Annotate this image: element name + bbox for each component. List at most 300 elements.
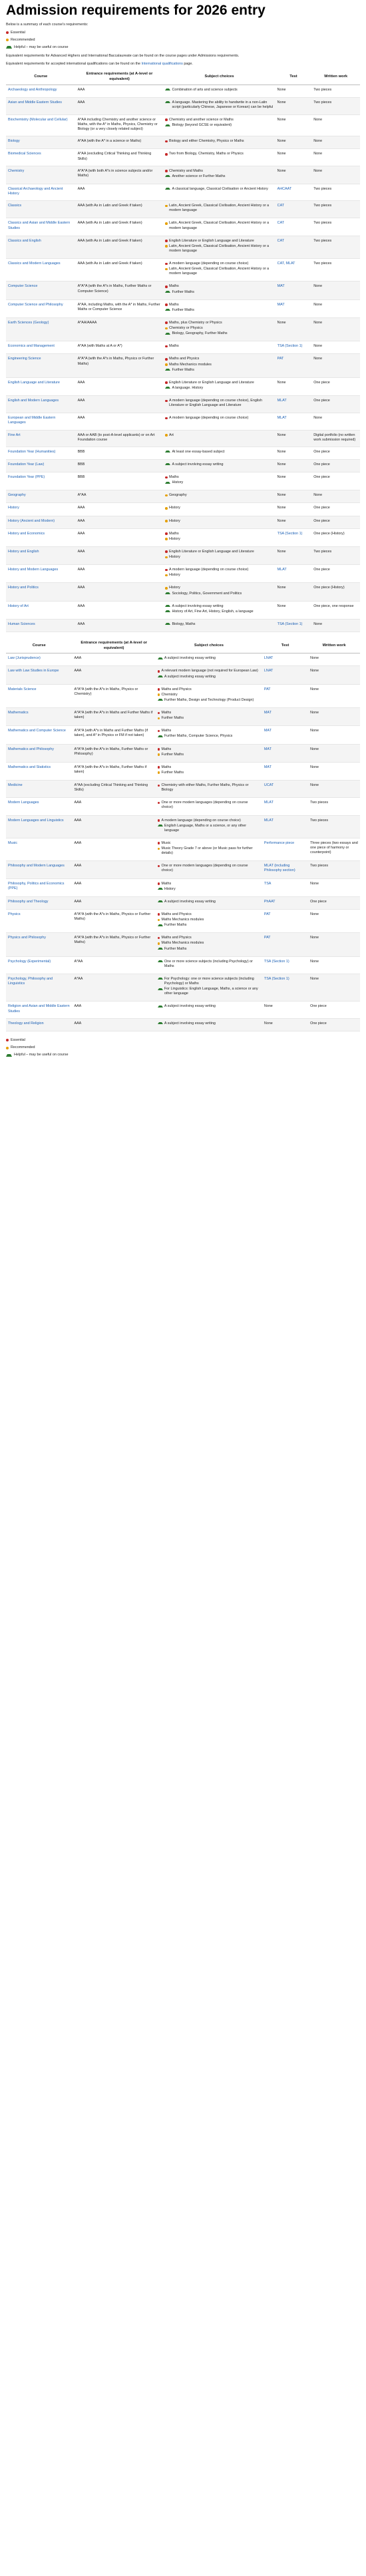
written-work: Two pieces — [311, 97, 360, 114]
table-row — [6, 503, 360, 516]
entrance-requirement: A*AA (excluding Critical Thinking and Thinking Skills) — [76, 149, 164, 166]
test-name[interactable]: MLAT — [264, 801, 274, 805]
table-row — [6, 956, 360, 974]
course-link[interactable]: Archaeology and Anthropology — [8, 87, 57, 92]
header-entrance: Entrance requirements (at A-level or equivalent) — [76, 70, 164, 85]
course-link[interactable]: Computer Science and Philosophy — [8, 302, 63, 307]
subject-choices — [163, 528, 275, 546]
written-work: One piece — [311, 503, 360, 516]
amber-dot-icon — [165, 494, 168, 497]
entrance-requirement: AAA — [72, 798, 155, 815]
course-link[interactable]: Philosophy and Modern Languages — [8, 864, 65, 868]
subject-item — [165, 506, 273, 510]
red-dot-icon — [165, 240, 168, 242]
legend-helpful: Helpful – may be useful on course — [6, 45, 360, 50]
equivalents-paragraph: Equivalent requirements for Advanced Highers and International Baccalaureate can be found on the course pages under Admissions requirements. — [6, 54, 240, 59]
test-cell — [262, 815, 308, 838]
test-name: None — [277, 586, 286, 590]
subject-text: Maths — [161, 881, 172, 886]
course-cell — [6, 726, 72, 744]
subject-choices — [163, 259, 275, 281]
subject-choices — [156, 708, 262, 726]
course-link[interactable]: History and Modern Languages — [8, 568, 59, 572]
entrance-requirement: A*A*A (with A*s in Maths and Further Maths (if taken), and A* in Physics or FM if not taken) — [72, 726, 155, 744]
course-link[interactable]: Chemistry — [8, 168, 25, 173]
course-link[interactable]: History (Ancient and Modern) — [8, 518, 55, 523]
course-link[interactable]: European and Middle Eastern Languages — [8, 416, 56, 425]
course-link[interactable]: Earth Sciences (Geology) — [8, 320, 49, 325]
header-course: Course — [6, 639, 72, 653]
test-name[interactable]: TSA (Section 1) — [277, 344, 303, 349]
course-link[interactable]: Medicine — [8, 783, 23, 788]
course-link[interactable]: Classics and Modern Languages — [8, 262, 61, 266]
entrance-requirement: A*AA, including Maths, with the A* in Maths, Further Maths or Computer Science — [76, 299, 164, 317]
subject-choices — [163, 317, 275, 341]
red-dot-icon — [158, 865, 160, 868]
course-link[interactable]: English Language and Literature — [8, 380, 60, 385]
subject-item — [165, 169, 273, 174]
course-link[interactable]: Physics — [8, 912, 21, 916]
subject-choices — [156, 744, 262, 762]
subject-item — [158, 936, 260, 940]
subject-choices — [156, 684, 262, 707]
subject-item — [158, 941, 260, 946]
test-cell — [262, 878, 308, 896]
red-dot-icon — [165, 153, 168, 156]
subject-item — [165, 610, 273, 614]
test-name[interactable]: PAT — [264, 687, 271, 691]
subject-item — [165, 118, 273, 122]
subject-item — [165, 573, 273, 578]
subject-item — [165, 532, 273, 536]
legend-top — [6, 31, 360, 50]
subject-text: Maths — [161, 729, 172, 733]
subject-choices — [156, 653, 262, 666]
course-cell — [6, 149, 76, 166]
course-link[interactable]: Foundation Year (PPE) — [8, 475, 45, 480]
subject-item — [158, 918, 260, 922]
course-link[interactable]: Mathematics and Statistics — [8, 765, 51, 769]
subject-item — [158, 819, 260, 823]
subject-item — [165, 519, 273, 524]
subject-item — [165, 433, 273, 438]
header-written: Written work — [311, 70, 360, 85]
subject-item — [165, 363, 273, 367]
course-link[interactable]: History and English — [8, 549, 39, 554]
course-cell — [6, 619, 76, 632]
green-triangle-icon — [165, 291, 170, 293]
subject-item — [165, 187, 273, 192]
subject-item — [165, 537, 273, 542]
test-cell — [275, 341, 312, 354]
red-dot-icon — [165, 140, 168, 143]
entrance-requirement: AAA — [76, 97, 164, 114]
table-row — [6, 377, 360, 395]
international-qualifications-link[interactable]: International qualifications — [141, 62, 183, 67]
entrance-requirement: BBB — [76, 447, 164, 459]
table-row — [6, 447, 360, 459]
course-link[interactable]: Physics and Philosophy — [8, 936, 46, 940]
written-work: One piece — [311, 472, 360, 490]
entrance-requirement: AAA — [72, 1002, 155, 1018]
test-name[interactable]: MLAT — [277, 399, 287, 403]
test-name[interactable]: PAT — [264, 912, 271, 916]
written-work: None — [311, 149, 360, 166]
test-name: None — [277, 168, 286, 173]
test-name: None — [277, 380, 286, 385]
amber-dot-icon — [165, 205, 168, 208]
subject-item — [158, 711, 260, 715]
test-name[interactable]: TSA (Section 1) — [277, 622, 303, 626]
test-name[interactable]: CAT — [277, 204, 285, 208]
red-dot-icon — [165, 263, 168, 266]
course-link[interactable]: Biomedical Sciences — [8, 152, 41, 156]
written-work: Two pieces — [308, 798, 360, 815]
written-work: Two pieces — [311, 259, 360, 281]
subject-text: Chemistry and another science or Maths — [169, 117, 234, 122]
test-name[interactable]: MAT — [264, 747, 272, 751]
table-row — [6, 1018, 360, 1031]
subject-text: Latin, Ancient Greek, Classical Civilisation, Ancient History or a modern language — [169, 244, 270, 253]
entrance-requirement: AAA — [76, 85, 164, 97]
course-cell — [6, 815, 72, 838]
course-cell — [6, 798, 72, 815]
header-test: Test — [262, 639, 308, 653]
test-name[interactable]: MLAT — [277, 416, 287, 421]
subject-text: A subject involving essay writing — [164, 674, 216, 679]
subject-choices — [163, 281, 275, 299]
test-cell — [275, 166, 312, 184]
table-row — [6, 798, 360, 815]
test-name[interactable]: CAT — [277, 221, 285, 226]
course-link[interactable]: Modern Languages — [8, 801, 39, 805]
subject-item — [158, 887, 260, 892]
subject-item — [158, 771, 260, 775]
green-triangle-icon — [165, 369, 170, 371]
course-link[interactable]: Law with Law Studies in Europe — [8, 669, 59, 673]
subject-item — [165, 221, 273, 230]
test-cell — [262, 726, 308, 744]
written-work: None — [311, 490, 360, 503]
subject-choices — [163, 377, 275, 395]
written-work: Two pieces — [311, 236, 360, 258]
subject-text: A subject involving essay writing — [164, 656, 216, 661]
amber-dot-icon — [165, 363, 168, 366]
red-dot-icon — [158, 730, 160, 733]
course-link[interactable]: Materials Science — [8, 687, 37, 691]
subject-text: One or more science subjects (including Psychology) or Maths — [164, 959, 253, 968]
course-link[interactable]: Theology and Religion — [8, 1021, 44, 1025]
amber-dot-icon — [165, 222, 168, 225]
red-dot-icon — [158, 819, 160, 822]
test-cell — [262, 956, 308, 974]
subject-choices — [163, 583, 275, 601]
course-cell — [6, 653, 72, 666]
table-row — [6, 653, 360, 666]
course-link[interactable]: Computer Science — [8, 284, 38, 289]
subject-text: A modern language (depending on course choice), English Literature or English Language and Literature — [169, 399, 262, 408]
test-name[interactable]: CAT — [277, 238, 285, 243]
table-row — [6, 974, 360, 1002]
course-link[interactable]: Mathematics and Philosophy — [8, 747, 54, 751]
test-cell — [262, 798, 308, 815]
red-dot-icon — [165, 303, 168, 306]
course-link[interactable]: Religion and Asian and Middle Eastern Studies — [8, 1004, 70, 1013]
written-work: One piece (History) — [311, 528, 360, 546]
entrance-requirement: AAA — [72, 1018, 155, 1031]
entrance-requirement: A*AA — [76, 490, 164, 503]
entrance-requirement: AAA or AAB (to post-A-level applicants) or on Art Foundation course — [76, 430, 164, 447]
subject-item — [158, 846, 260, 856]
test-name[interactable]: PAT — [264, 936, 271, 940]
green-triangle-icon — [6, 1054, 12, 1057]
red-dot-icon — [6, 31, 9, 34]
course-link[interactable]: English and Modern Languages — [8, 399, 59, 403]
course-link[interactable]: Biochemistry (Molecular and Cellular) — [8, 117, 68, 122]
header-test: Test — [275, 70, 312, 85]
test-name[interactable]: TSA (Section 1) — [264, 959, 289, 964]
test-name[interactable]: CAT, MLAT — [277, 262, 295, 266]
test-name: None — [264, 1021, 273, 1025]
course-link[interactable]: Classical Archaeology and Ancient History — [8, 186, 63, 196]
course-cell — [6, 396, 76, 413]
test-name[interactable]: LNAT — [264, 669, 274, 673]
red-dot-icon — [158, 688, 160, 691]
subject-text: One or more modern languages (depending on course choice) — [161, 864, 248, 873]
course-link[interactable]: Human Sciences — [8, 622, 35, 626]
header-subjects: Subject choices — [163, 70, 275, 85]
written-work: None — [308, 684, 360, 707]
entrance-requirement: AAA — [72, 838, 155, 860]
test-name[interactable]: Performance piece — [264, 840, 295, 845]
table-row — [6, 472, 360, 490]
course-link[interactable]: Mathematics — [8, 711, 29, 715]
subject-choices — [156, 1002, 262, 1018]
entrance-requirement: AAA — [76, 503, 164, 516]
subject-choices — [156, 666, 262, 684]
entrance-requirement: AAA — [76, 396, 164, 413]
course-cell — [6, 878, 72, 896]
test-cell — [275, 619, 312, 632]
table-row — [6, 218, 360, 236]
subject-item — [165, 416, 273, 421]
subject-item — [165, 568, 273, 572]
subject-text: Biology, Maths — [172, 622, 196, 626]
test-cell — [275, 601, 312, 619]
table-row — [6, 815, 360, 838]
test-name[interactable]: TSA (Section 1) — [264, 976, 289, 981]
course-link[interactable]: Law (Jurisprudence) — [8, 656, 41, 661]
subject-item — [158, 923, 260, 928]
entrance-requirement: A*A*A (with the A*s in Maths, Further Maths or Computer Science) — [76, 281, 164, 299]
subject-item — [158, 753, 260, 757]
subject-text: Chemistry and Maths — [169, 168, 203, 173]
subject-text: Chemistry or Physics — [169, 326, 203, 331]
course-link[interactable]: Biology — [8, 139, 20, 144]
subject-text: English Language, Maths or a science, or any other language — [164, 823, 247, 832]
subject-text: English Literature or English Language and Literature — [169, 549, 254, 554]
subject-item — [165, 262, 273, 266]
test-cell — [275, 299, 312, 317]
subject-item — [158, 734, 260, 739]
subject-text: Maths — [169, 302, 179, 307]
test-name[interactable]: MAT — [277, 302, 285, 307]
test-name[interactable]: MAT — [264, 729, 272, 733]
written-work: Two pieces — [311, 184, 360, 200]
table-body-2 — [6, 653, 360, 1031]
subject-item — [165, 290, 273, 295]
test-name[interactable]: MAT — [277, 284, 285, 289]
course-link[interactable]: Psychology (Experimental) — [8, 959, 51, 964]
course-link[interactable]: Engineering Science — [8, 357, 41, 361]
course-link[interactable]: Foundation Year (Law) — [8, 462, 45, 466]
test-name[interactable]: TSA — [264, 881, 272, 886]
test-name[interactable]: AHCAAT — [277, 186, 292, 191]
course-link[interactable]: Foundation Year (Humanities) — [8, 449, 56, 454]
course-cell — [6, 166, 76, 184]
subject-choices — [156, 815, 262, 838]
course-link[interactable]: Music — [8, 840, 18, 845]
subject-text: For Psychology: one or more science subjects (including Psychology) or Maths — [164, 976, 254, 986]
course-link[interactable]: Psychology, Philosophy and Linguistics — [8, 976, 53, 986]
table-row — [6, 85, 360, 97]
course-link[interactable]: Philosophy, Politics and Economics (PPE) — [8, 881, 65, 890]
course-cell — [6, 601, 76, 619]
subject-choices — [163, 114, 275, 136]
test-cell — [275, 97, 312, 114]
red-dot-icon — [165, 170, 168, 172]
course-link[interactable]: Philosophy and Theology — [8, 899, 49, 904]
subject-text: Maths — [169, 284, 179, 289]
test-name[interactable]: MLAT (including Philosophy section) — [264, 864, 295, 873]
course-link[interactable]: Geography — [8, 493, 26, 498]
course-cell — [6, 838, 72, 860]
course-link[interactable]: History — [8, 506, 19, 510]
test-name[interactable]: TSA (Section 1) — [277, 531, 303, 536]
written-work: None — [311, 354, 360, 377]
test-cell — [275, 201, 312, 218]
subject-text: Latin, Ancient Greek, Classical Civilisation, Ancient History or a modern language — [169, 204, 270, 213]
course-link[interactable]: Fine Art — [8, 433, 21, 437]
table-row — [6, 317, 360, 341]
green-triangle-icon — [165, 101, 170, 103]
course-link[interactable]: History and Economics — [8, 531, 45, 536]
green-triangle-icon — [158, 988, 163, 990]
subject-choices — [156, 909, 262, 932]
entrance-requirement: AAA — [76, 413, 164, 430]
amber-dot-icon — [165, 556, 168, 559]
table-row — [6, 97, 360, 114]
table-row — [6, 781, 360, 798]
test-cell — [262, 896, 308, 909]
course-link[interactable]: Modern Languages and Linguistics — [8, 818, 64, 823]
entrance-requirement: A*A*A (with both A*s in science subjects and/or Maths) — [76, 166, 164, 184]
red-dot-icon — [165, 285, 168, 288]
test-name[interactable]: UCAT — [264, 783, 274, 788]
course-link[interactable]: Classics and Asian and Middle Eastern Studies — [8, 221, 71, 230]
subject-text: Further Maths, Design and Technology (Product Design) — [164, 697, 254, 702]
subject-text: Sociology, Politics, Government and Politics — [172, 591, 242, 596]
test-cell — [275, 149, 312, 166]
course-cell — [6, 281, 76, 299]
test-cell — [275, 114, 312, 136]
course-link[interactable]: Economics and Management — [8, 344, 55, 349]
entrance-requirement: A*AA (with Maths at A or A*) — [76, 341, 164, 354]
green-triangle-icon — [158, 699, 163, 701]
course-link[interactable]: History of Art — [8, 604, 29, 608]
written-work: None — [311, 413, 360, 430]
green-triangle-icon — [165, 482, 170, 484]
test-name[interactable]: MLAT — [277, 568, 287, 572]
course-cell — [6, 201, 76, 218]
test-name[interactable]: PhAAT — [264, 899, 275, 904]
test-name[interactable]: MAT — [264, 765, 272, 769]
subject-text: Maths Mechanics modules — [161, 918, 204, 922]
course-cell — [6, 354, 76, 377]
subject-item — [165, 475, 273, 480]
course-link[interactable]: Classics and English — [8, 238, 41, 243]
subject-item — [158, 977, 260, 986]
subject-choices — [156, 798, 262, 815]
green-triangle-icon — [158, 888, 163, 890]
test-name[interactable]: PAT — [277, 357, 284, 361]
written-work: None — [308, 933, 360, 956]
course-link[interactable]: Asian and Middle Eastern Studies — [8, 100, 62, 104]
subject-choices — [163, 472, 275, 490]
green-triangle-icon — [158, 825, 163, 827]
subject-text: History — [164, 886, 176, 891]
subject-text: Maths — [169, 475, 179, 480]
subject-item — [165, 622, 273, 627]
test-cell — [275, 85, 312, 97]
test-name[interactable]: MAT — [264, 711, 272, 715]
green-triangle-icon — [158, 978, 163, 980]
test-cell — [275, 447, 312, 459]
test-name[interactable]: MLAT — [264, 818, 274, 823]
subject-text: A language. Mastering the ability to handwrite in a non-Latin script (particularly Chinese, Japanese or Korean) can be helpful — [172, 100, 274, 109]
test-name[interactable]: LNAT — [264, 656, 274, 661]
course-link[interactable]: Mathematics and Computer Science — [8, 729, 66, 733]
table-row — [6, 490, 360, 503]
written-work: None — [308, 762, 360, 780]
test-cell — [275, 259, 312, 281]
entrance-requirement: AAA — [76, 619, 164, 632]
subject-item — [165, 174, 273, 179]
entrance-requirement: AAA — [72, 896, 155, 909]
subject-choices — [163, 184, 275, 200]
subject-item — [158, 747, 260, 752]
subject-item — [165, 267, 273, 276]
page-title: Admission requirements for 2026 entry — [6, 3, 266, 18]
amber-dot-icon — [165, 538, 168, 540]
subject-item — [158, 669, 260, 673]
test-name: None — [277, 87, 286, 92]
written-work: None — [308, 708, 360, 726]
course-link[interactable]: History and Politics — [8, 586, 39, 590]
entrance-requirement: AAA — [76, 583, 164, 601]
course-link[interactable]: Classics — [8, 204, 22, 208]
course-cell — [6, 1002, 72, 1018]
subject-text: Further Maths — [161, 770, 184, 775]
subject-text: Maths — [169, 531, 179, 536]
test-name: None — [277, 604, 286, 608]
test-name: None — [277, 506, 286, 510]
subject-choices — [163, 459, 275, 472]
test-cell — [275, 565, 312, 583]
red-dot-icon — [158, 670, 160, 673]
subject-item — [165, 399, 273, 408]
course-cell — [6, 708, 72, 726]
